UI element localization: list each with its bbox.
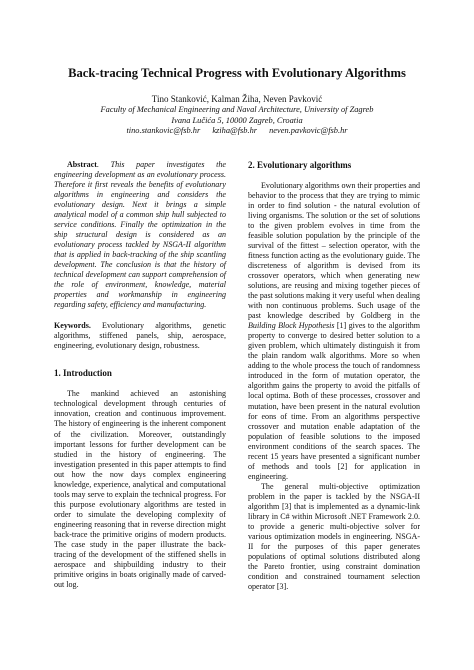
left-column (54, 160, 226, 593)
right-column (248, 160, 420, 593)
abstract-text: . This paper investigates the engineering development as an evolutionary process. Therefore it first reveals the benefits of evolutionary algorithms in engineering and considers the evolutionary design. Next it brings a simple analytical model of a common ship hull subjected to service conditions. Finally the optimization in the ship structural design is considered as an evolutionary process tackled by NSGA-II algorithm that is applied in back-tracking of the ship scantling development. The conclusion is that the history of technical development can support comprehension of the role of environment, knowledge, material properties and workmanship in engineering regarding safety, efficiency and manufacturing. (54, 159, 226, 310)
affiliation-line-1: Faculty of Mechanical Engineering and Naval Architecture, University of Zagreb (100, 105, 374, 114)
author-emails: tino.stankovic@fsb.hr kziha@fsb.hr neven.pavkovic@fsb.hr (126, 126, 348, 135)
section-2-paragraph-1-b: [1] gives to the algorithm property to converge to desired better solution to a given problem, which ultimately distinguish it from the plain random walk algorithms. More so when adding to the whole process the touch of randomness introduced in the form of mutation operator, the algorithm gains the property to avoid the pitfalls of local optima. Both of these processes, crossover and mutation, have been present in the natural evolution for eons of time. From an algorithms perspective crossover and mutation enable adaptation of the population of feasible solutions to the imposed environment conditions of the search spaces. The recent 15 years have presented a significant number of methods and tools [2] for application in engineering. (248, 321, 420, 481)
section-2-heading: 2. Evolutionary algorithms (248, 159, 352, 170)
section-1-paragraph-1: The mankind achieved an astonishing technological development through centuries of innovation, creation and continuous improvement. The history of engineering is the inherent component of the civilization. Moreover, outstandingly important lessons for further development can be studied in the history of engineering. The investigation presented in this paper attempts to find out how the now days complex engineering knowledge, experience, analytical and computational tools may serve to explain the technical progress. For this purpose evolutionary algorithms are tested in order to simulate the developing complexity of engineering reasoning that in reverse direction might back-trace the primitive origins of modern products. The case study in the paper illustrate the back-tracing of the development of the stiffened shells in aerospace and shipbuilding industry to their primitive origins in boats originally made of carved-out log. (54, 389, 226, 590)
paper-title: Back-tracing Technical Progress with Evolutionary Algorithms (68, 66, 406, 80)
keywords-paragraph (54, 321, 226, 351)
section-2-paragraph-1 (248, 181, 420, 482)
keywords-label: Keywords. (54, 321, 91, 331)
section-1-heading: 1. Introduction (54, 368, 112, 379)
section-2-paragraph-1-a: Evolutionary algorithms own their properties and behavior to the process that they are trying to mimic in order to find solution - the natural evolution of living organisms. The solution or the set of solutions to the given problem evolves in time from the feasible solution population by the principle of the survival of the fittest – selection operator, with the fitness function acting as the evolutionary guide. The discreteness of algorithm is devised from its crossover operators, which when generating new solutions, are reusing and mixing together pieces of the past solutions making it very useful when dealing with non continuous problems. Such usage of the past knowledge described by Goldberg in the (248, 180, 420, 321)
author-list: Tino Stanković, Kalman Žiha, Neven Pavković (151, 94, 323, 104)
keywords-text: Evolutionary algorithms, genetic algorithms, stiffened panels, ship, aerospace, engineering, evolutionary design, robustness. (54, 321, 226, 351)
building-block-hypothesis: Building Block Hypothesis (248, 321, 335, 331)
affiliation-line-2: Ivana Lučića 5, 10000 Zagreb, Croatia (171, 115, 303, 125)
two-column-body (54, 160, 420, 593)
abstract-paragraph (54, 160, 226, 311)
section-2-paragraph-2: The general multi-objective optimization problem in the paper is tackled by the NSGA-II algorithm [3] that is implemented as a dynamic-link library in C# within Microsoft .NET Framework 2.0. to provide a generic multi-objective solver for various optimization models in engineering. NSGA-II for the purposes of this paper generates populations of optimal solutions distributed along the Pareto frontier, using constraint domination condition and constrained tournament selection operator [3]. (248, 481, 420, 592)
paper-header (54, 66, 420, 137)
abstract-label: Abstract (67, 159, 97, 169)
